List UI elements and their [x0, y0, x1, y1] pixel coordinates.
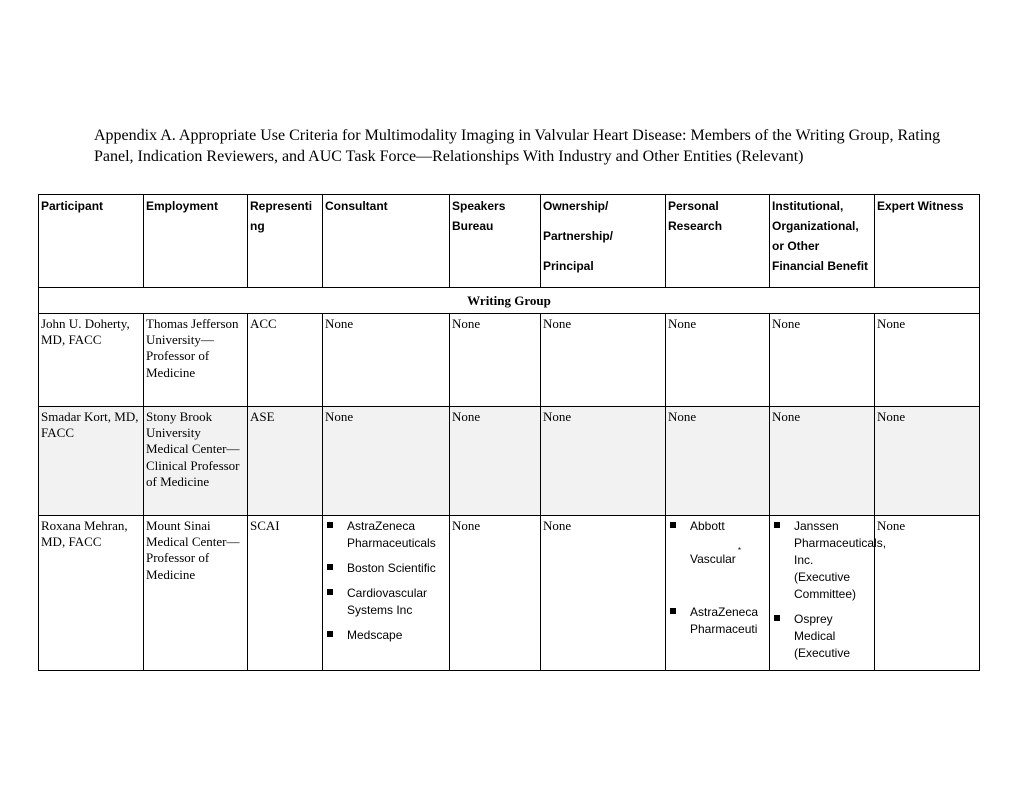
bullet-square-icon	[774, 522, 780, 528]
cell-speakers: None	[450, 314, 541, 407]
cell-institutional	[770, 516, 887, 671]
cell-ownership: None	[541, 314, 666, 407]
bullet-square-icon	[327, 564, 333, 570]
consultant-list	[325, 518, 447, 644]
cell-representing: ASE	[248, 407, 323, 516]
cell-research: None	[666, 407, 770, 516]
cell-consultant: None	[323, 407, 450, 516]
section-row	[39, 288, 980, 314]
list-item: Abbott * Vascular	[668, 518, 767, 568]
research-list	[668, 518, 767, 638]
cell-institutional: None	[770, 314, 875, 407]
cell-consultant: None	[323, 314, 450, 407]
cell-participant: John U. Doherty, MD, FACC	[39, 314, 144, 407]
header-consultant: Consultant	[323, 195, 450, 288]
cell-representing: ACC	[248, 314, 323, 407]
header-participant: Participant	[39, 195, 144, 288]
cell-speakers: None	[450, 407, 541, 516]
cell-participant: Roxana Mehran, MD, FACC	[39, 516, 144, 671]
cell-institutional: None	[770, 407, 875, 516]
relationships-table	[38, 194, 980, 671]
section-title: Writing Group	[39, 288, 980, 314]
header-representing: Representi ng	[248, 195, 323, 288]
bullet-square-icon	[670, 608, 676, 614]
document-title: Appendix A. Appropriate Use Criteria for Multimodality Imaging in Valvular Heart Disease: Members of the Writing Group, Rating Panel, Indication Reviewers, and AUC Task Force—Relationships With Industry and Other Entities (Relevant)	[94, 127, 941, 165]
cell-expert: None	[875, 314, 980, 407]
list-item: AstraZeneca Pharmaceuti	[668, 604, 767, 638]
header-ownership: Ownership/ Partnership/ Principal	[541, 195, 666, 288]
cell-employment: Stony Brook University Medical Center—Clinical Professor of Medicine	[144, 407, 248, 516]
institutional-list	[772, 518, 887, 662]
cell-expert: None	[875, 516, 980, 671]
cell-research: None	[666, 314, 770, 407]
cell-research	[666, 516, 770, 671]
table-row	[39, 407, 980, 516]
list-item: Janssen Pharmaceuticals, Inc. (Executive Committee)	[772, 518, 872, 603]
list-item: AstraZeneca Pharmaceuticals	[325, 518, 447, 552]
bullet-square-icon	[774, 615, 780, 621]
list-item: Boston Scientific	[325, 560, 447, 577]
cell-speakers: None	[450, 516, 541, 671]
list-item: Cardiovascular Systems Inc	[325, 585, 447, 619]
cell-participant: Smadar Kort, MD, FACC	[39, 407, 144, 516]
header-personal-research: Personal Research	[666, 195, 770, 288]
table-header-row	[39, 195, 980, 288]
cell-consultant	[323, 516, 450, 671]
header-speakers-bureau: Speakers Bureau	[450, 195, 541, 288]
cell-ownership: None	[541, 516, 666, 671]
cell-representing: SCAI	[248, 516, 323, 671]
cell-expert: None	[875, 407, 980, 516]
header-employment: Employment	[144, 195, 248, 288]
cell-employment: Mount Sinai Medical Center—Professor of Medicine	[144, 516, 248, 671]
footnote-mark: *	[737, 546, 741, 555]
header-institutional: Institutional, Organizational, or Other Financial Benefit	[770, 195, 875, 288]
list-item: Osprey Medical (Executive	[772, 611, 872, 662]
cell-ownership: None	[541, 407, 666, 516]
bullet-square-icon	[670, 522, 676, 528]
cell-employment: Thomas Jefferson University—Professor of Medicine	[144, 314, 248, 407]
list-item: Medscape	[325, 627, 447, 644]
bullet-square-icon	[327, 522, 333, 528]
bullet-square-icon	[327, 631, 333, 637]
header-expert-witness: Expert Witness	[875, 195, 980, 288]
table-row	[39, 516, 980, 671]
bullet-square-icon	[327, 589, 333, 595]
table-row	[39, 314, 980, 407]
